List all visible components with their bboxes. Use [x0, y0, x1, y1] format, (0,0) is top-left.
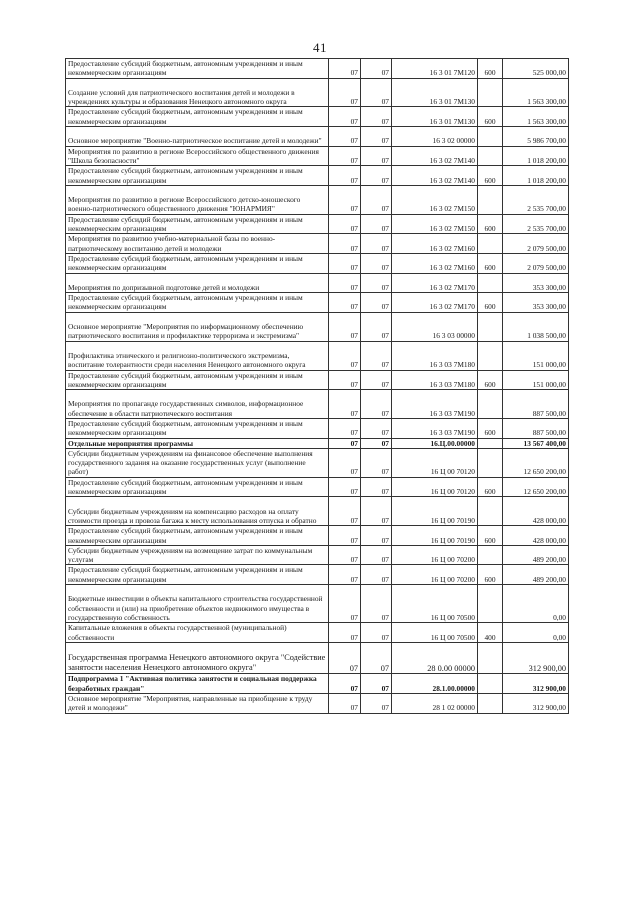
- row-target-article-cell: 16 3 03 7М180: [392, 370, 478, 390]
- row-target-article-cell: 28 1 02 00000: [392, 694, 478, 714]
- row-amount-cell: 1 018 200,00: [503, 146, 569, 166]
- table-row: [66, 214, 569, 234]
- row-section-cell: 07: [329, 127, 361, 147]
- table-row: [66, 59, 569, 79]
- row-target-article-cell: 16 Ц 00 70200: [392, 565, 478, 585]
- row-target-article-cell: 16 3 03 7М190: [392, 418, 478, 438]
- page-number: 41: [313, 40, 327, 55]
- table-row: [66, 312, 569, 341]
- row-subsection-cell: 07: [361, 166, 392, 186]
- row-expense-type-cell: 600: [478, 253, 503, 273]
- table-row: [66, 477, 569, 497]
- row-section-cell: 07: [329, 273, 361, 293]
- row-target-article-cell: 16 3 02 7М140: [392, 146, 478, 166]
- row-section-cell: 07: [329, 438, 361, 448]
- row-target-article-cell: 16 3 02 7М160: [392, 234, 478, 254]
- row-section-cell: 07: [329, 166, 361, 186]
- row-expense-type-cell: 600: [478, 477, 503, 497]
- row-expense-type-cell: 600: [478, 526, 503, 546]
- row-amount-cell: 312 900,00: [503, 642, 569, 674]
- row-name-cell: Бюджетные инвестиции в объекты капитального строительства государственной собственности и (или) на приобретение объектов недвижимого имущества в государственную собственность: [66, 585, 329, 623]
- row-name-cell: Предоставление субсидий бюджетным, автономным учреждениям и иным некоммерческим организациям: [66, 370, 329, 390]
- row-subsection-cell: 07: [361, 448, 392, 477]
- row-target-article-cell: 16 3 03 7М190: [392, 390, 478, 419]
- row-expense-type-cell: [478, 185, 503, 214]
- row-section-cell: 07: [329, 565, 361, 585]
- row-target-article-cell: 16 3 03 7М180: [392, 341, 478, 370]
- row-subsection-cell: 07: [361, 370, 392, 390]
- row-amount-cell: 887 500,00: [503, 390, 569, 419]
- row-target-article-cell: 16 3 02 7М170: [392, 293, 478, 313]
- row-amount-cell: 2 079 500,00: [503, 253, 569, 273]
- row-subsection-cell: 07: [361, 341, 392, 370]
- row-target-article-cell: 16 3 02 7М140: [392, 166, 478, 186]
- row-section-cell: 07: [329, 694, 361, 714]
- table-row: [66, 146, 569, 166]
- row-name-cell: Субсидии бюджетным учреждениям на компенсацию расходов на оплату стоимости проезда и провоза багажа к месту использования отпуска и обратно: [66, 497, 329, 526]
- row-target-article-cell: 16 Ц 00 70500: [392, 623, 478, 643]
- row-name-cell: Подпрограмма 1 "Активная политика занятости и социальная поддержка безработных граждан": [66, 674, 329, 694]
- row-subsection-cell: 07: [361, 674, 392, 694]
- table-row: [66, 545, 569, 565]
- row-expense-type-cell: 600: [478, 293, 503, 313]
- row-amount-cell: 0,00: [503, 623, 569, 643]
- row-section-cell: 07: [329, 545, 361, 565]
- row-subsection-cell: 07: [361, 78, 392, 107]
- row-target-article-cell: 16 3 02 00000: [392, 127, 478, 147]
- row-section-cell: 07: [329, 448, 361, 477]
- row-subsection-cell: 07: [361, 565, 392, 585]
- row-expense-type-cell: 600: [478, 214, 503, 234]
- row-expense-type-cell: [478, 273, 503, 293]
- row-target-article-cell: 16 3 02 7М170: [392, 273, 478, 293]
- row-expense-type-cell: [478, 390, 503, 419]
- table-row: [66, 438, 569, 448]
- row-section-cell: 07: [329, 390, 361, 419]
- row-expense-type-cell: 600: [478, 418, 503, 438]
- row-amount-cell: 0,00: [503, 585, 569, 623]
- row-expense-type-cell: 400: [478, 623, 503, 643]
- row-amount-cell: 2 535 700,00: [503, 214, 569, 234]
- row-section-cell: 07: [329, 185, 361, 214]
- table-row: [66, 585, 569, 623]
- row-target-article-cell: 16 Ц 00 70500: [392, 585, 478, 623]
- table-row: [66, 390, 569, 419]
- row-amount-cell: 12 650 200,00: [503, 448, 569, 477]
- row-name-cell: Государственная программа Ненецкого автономного округа "Содействие занятости населения Ненецкого автономного округа": [66, 642, 329, 674]
- row-subsection-cell: 07: [361, 127, 392, 147]
- row-name-cell: Субсидии бюджетным учреждениям на возмещение затрат по коммунальным услугам: [66, 545, 329, 565]
- row-expense-type-cell: [478, 585, 503, 623]
- row-target-article-cell: 28 0.00 00000: [392, 642, 478, 674]
- row-subsection-cell: 07: [361, 545, 392, 565]
- row-subsection-cell: 07: [361, 312, 392, 341]
- row-section-cell: 07: [329, 526, 361, 546]
- row-expense-type-cell: [478, 545, 503, 565]
- table-row: [66, 370, 569, 390]
- row-target-article-cell: 16 3 03 00000: [392, 312, 478, 341]
- row-expense-type-cell: [478, 438, 503, 448]
- row-target-article-cell: 16 Ц 00 70190: [392, 526, 478, 546]
- row-expense-type-cell: [478, 674, 503, 694]
- table-row: [66, 107, 569, 127]
- table-row: [66, 448, 569, 477]
- row-subsection-cell: 07: [361, 438, 392, 448]
- row-section-cell: 07: [329, 107, 361, 127]
- row-target-article-cell: 16 3 02 7М150: [392, 214, 478, 234]
- row-subsection-cell: 07: [361, 585, 392, 623]
- row-section-cell: 07: [329, 214, 361, 234]
- row-amount-cell: 151 000,00: [503, 370, 569, 390]
- table-row: [66, 234, 569, 254]
- row-target-article-cell: 16 Ц 00 70200: [392, 545, 478, 565]
- row-name-cell: Мероприятия по развитию учебно-материальной базы по военно-патриотическому воспитанию детей и молодежи: [66, 234, 329, 254]
- row-name-cell: Субсидии бюджетным учреждениям на финансовое обеспечение выполнения государственного задания на оказание государственных услуг (выполнение работ): [66, 448, 329, 477]
- row-name-cell: Предоставление субсидий бюджетным, автономным учреждениям и иным некоммерческим организациям: [66, 166, 329, 186]
- row-section-cell: 07: [329, 146, 361, 166]
- table-row: [66, 694, 569, 714]
- row-subsection-cell: 07: [361, 273, 392, 293]
- row-name-cell: Предоставление субсидий бюджетным, автономным учреждениям и иным некоммерческим организациям: [66, 214, 329, 234]
- row-section-cell: 07: [329, 497, 361, 526]
- row-section-cell: 07: [329, 253, 361, 273]
- row-expense-type-cell: 600: [478, 565, 503, 585]
- table-row: [66, 674, 569, 694]
- row-section-cell: 07: [329, 312, 361, 341]
- row-amount-cell: 12 650 200,00: [503, 477, 569, 497]
- row-amount-cell: 489 200,00: [503, 545, 569, 565]
- row-name-cell: Профилактика этнического и религиозно-политического экстремизма, воспитание толерантности среди населения Ненецкого автономного округа: [66, 341, 329, 370]
- row-subsection-cell: 07: [361, 59, 392, 79]
- row-amount-cell: 353 300,00: [503, 273, 569, 293]
- row-amount-cell: 1 563 300,00: [503, 78, 569, 107]
- row-expense-type-cell: 600: [478, 107, 503, 127]
- row-section-cell: 07: [329, 477, 361, 497]
- budget-table-body: [66, 59, 569, 714]
- row-expense-type-cell: [478, 146, 503, 166]
- row-name-cell: Мероприятия по развитию в регионе Всероссийского общественного движения "Школа безопасности": [66, 146, 329, 166]
- table-row: [66, 642, 569, 674]
- table-row: [66, 127, 569, 147]
- table-row: [66, 526, 569, 546]
- row-amount-cell: 312 900,00: [503, 694, 569, 714]
- row-expense-type-cell: [478, 234, 503, 254]
- row-amount-cell: 428 000,00: [503, 497, 569, 526]
- row-subsection-cell: 07: [361, 214, 392, 234]
- row-subsection-cell: 07: [361, 146, 392, 166]
- row-target-article-cell: 16 3 02 7М150: [392, 185, 478, 214]
- table-row: [66, 78, 569, 107]
- row-name-cell: Предоставление субсидий бюджетным, автономным учреждениям и иным некоммерческим организациям: [66, 526, 329, 546]
- budget-table: [65, 58, 569, 714]
- row-expense-type-cell: [478, 642, 503, 674]
- table-row: [66, 565, 569, 585]
- row-amount-cell: 151 000,00: [503, 341, 569, 370]
- row-name-cell: Основное мероприятие "Мероприятия по информационному обеспечению патриотического воспитания и профилактике терроризма и экстремизма": [66, 312, 329, 341]
- row-target-article-cell: 16 Ц 00 70120: [392, 448, 478, 477]
- row-section-cell: 07: [329, 78, 361, 107]
- row-subsection-cell: 07: [361, 642, 392, 674]
- row-name-cell: Основное мероприятие "Мероприятия, направленные на приобщение к труду детей и молодежи": [66, 694, 329, 714]
- row-amount-cell: 5 986 700,00: [503, 127, 569, 147]
- table-row: [66, 341, 569, 370]
- row-subsection-cell: 07: [361, 477, 392, 497]
- table-row: [66, 273, 569, 293]
- table-row: [66, 293, 569, 313]
- row-section-cell: 07: [329, 234, 361, 254]
- row-amount-cell: 2 079 500,00: [503, 234, 569, 254]
- row-expense-type-cell: [478, 497, 503, 526]
- row-section-cell: 07: [329, 59, 361, 79]
- row-expense-type-cell: 600: [478, 370, 503, 390]
- row-target-article-cell: 16 Ц 00 70190: [392, 497, 478, 526]
- row-section-cell: 07: [329, 341, 361, 370]
- table-row: [66, 418, 569, 438]
- row-section-cell: 07: [329, 585, 361, 623]
- row-target-article-cell: 16 3 01 7М130: [392, 78, 478, 107]
- table-row: [66, 497, 569, 526]
- row-subsection-cell: 07: [361, 293, 392, 313]
- row-amount-cell: 887 500,00: [503, 418, 569, 438]
- row-target-article-cell: 28.1.00.00000: [392, 674, 478, 694]
- row-amount-cell: 312 900,00: [503, 674, 569, 694]
- table-row: [66, 253, 569, 273]
- row-expense-type-cell: [478, 312, 503, 341]
- row-name-cell: Отдельные мероприятия программы: [66, 438, 329, 448]
- row-name-cell: Мероприятия по пропаганде государственных символов, информационное обеспечение в области патриотического воспитания: [66, 390, 329, 419]
- row-expense-type-cell: [478, 341, 503, 370]
- row-target-article-cell: 16 3 01 7М130: [392, 107, 478, 127]
- row-expense-type-cell: 600: [478, 59, 503, 79]
- row-expense-type-cell: [478, 78, 503, 107]
- row-name-cell: Предоставление субсидий бюджетным, автономным учреждениям и иным некоммерческим организациям: [66, 477, 329, 497]
- table-row: [66, 623, 569, 643]
- row-subsection-cell: 07: [361, 390, 392, 419]
- row-name-cell: Предоставление субсидий бюджетным, автономным учреждениям и иным некоммерческим организациям: [66, 59, 329, 79]
- row-target-article-cell: 16.Ц.00.00000: [392, 438, 478, 448]
- table-row: [66, 185, 569, 214]
- row-subsection-cell: 07: [361, 107, 392, 127]
- row-expense-type-cell: [478, 694, 503, 714]
- row-subsection-cell: 07: [361, 418, 392, 438]
- row-name-cell: Предоставление субсидий бюджетным, автономным учреждениям и иным некоммерческим организациям: [66, 107, 329, 127]
- row-amount-cell: 1 038 500,00: [503, 312, 569, 341]
- row-name-cell: Предоставление субсидий бюджетным, автономным учреждениям и иным некоммерческим организациям: [66, 253, 329, 273]
- row-subsection-cell: 07: [361, 253, 392, 273]
- row-amount-cell: 525 000,00: [503, 59, 569, 79]
- row-amount-cell: 489 200,00: [503, 565, 569, 585]
- row-name-cell: Предоставление субсидий бюджетным, автономным учреждениям и иным некоммерческим организациям: [66, 565, 329, 585]
- row-name-cell: Мероприятия по развитию в регионе Всероссийского детско-юношеского военно-патриотического общественного движения "ЮНАРМИЯ": [66, 185, 329, 214]
- row-name-cell: Предоставление субсидий бюджетным, автономным учреждениям и иным некоммерческим организациям: [66, 418, 329, 438]
- table-row: [66, 166, 569, 186]
- row-section-cell: 07: [329, 642, 361, 674]
- row-section-cell: 07: [329, 370, 361, 390]
- row-target-article-cell: 16 3 01 7М120: [392, 59, 478, 79]
- row-target-article-cell: 16 3 02 7М160: [392, 253, 478, 273]
- row-name-cell: Предоставление субсидий бюджетным, автономным учреждениям и иным некоммерческим организациям: [66, 293, 329, 313]
- row-section-cell: 07: [329, 418, 361, 438]
- row-expense-type-cell: [478, 127, 503, 147]
- row-amount-cell: 1 018 200,00: [503, 166, 569, 186]
- row-section-cell: 07: [329, 623, 361, 643]
- row-subsection-cell: 07: [361, 526, 392, 546]
- row-name-cell: Мероприятия по допризывной подготовке детей и молодежи: [66, 273, 329, 293]
- row-amount-cell: 13 567 400,00: [503, 438, 569, 448]
- row-section-cell: 07: [329, 293, 361, 313]
- row-name-cell: Основное мероприятие "Военно-патриотическое воспитание детей и молодежи": [66, 127, 329, 147]
- row-subsection-cell: 07: [361, 694, 392, 714]
- row-subsection-cell: 07: [361, 623, 392, 643]
- row-subsection-cell: 07: [361, 185, 392, 214]
- row-expense-type-cell: [478, 448, 503, 477]
- row-amount-cell: 2 535 700,00: [503, 185, 569, 214]
- row-amount-cell: 428 000,00: [503, 526, 569, 546]
- row-name-cell: Капитальные вложения в объекты государственной (муниципальной) собственности: [66, 623, 329, 643]
- row-subsection-cell: 07: [361, 234, 392, 254]
- row-amount-cell: 353 300,00: [503, 293, 569, 313]
- row-subsection-cell: 07: [361, 497, 392, 526]
- row-section-cell: 07: [329, 674, 361, 694]
- row-expense-type-cell: 600: [478, 166, 503, 186]
- row-target-article-cell: 16 Ц 00 70120: [392, 477, 478, 497]
- row-amount-cell: 1 563 300,00: [503, 107, 569, 127]
- row-name-cell: Создание условий для патриотического воспитания детей и молодежи в учреждениях культуры и образования Ненецкого автономного округа: [66, 78, 329, 107]
